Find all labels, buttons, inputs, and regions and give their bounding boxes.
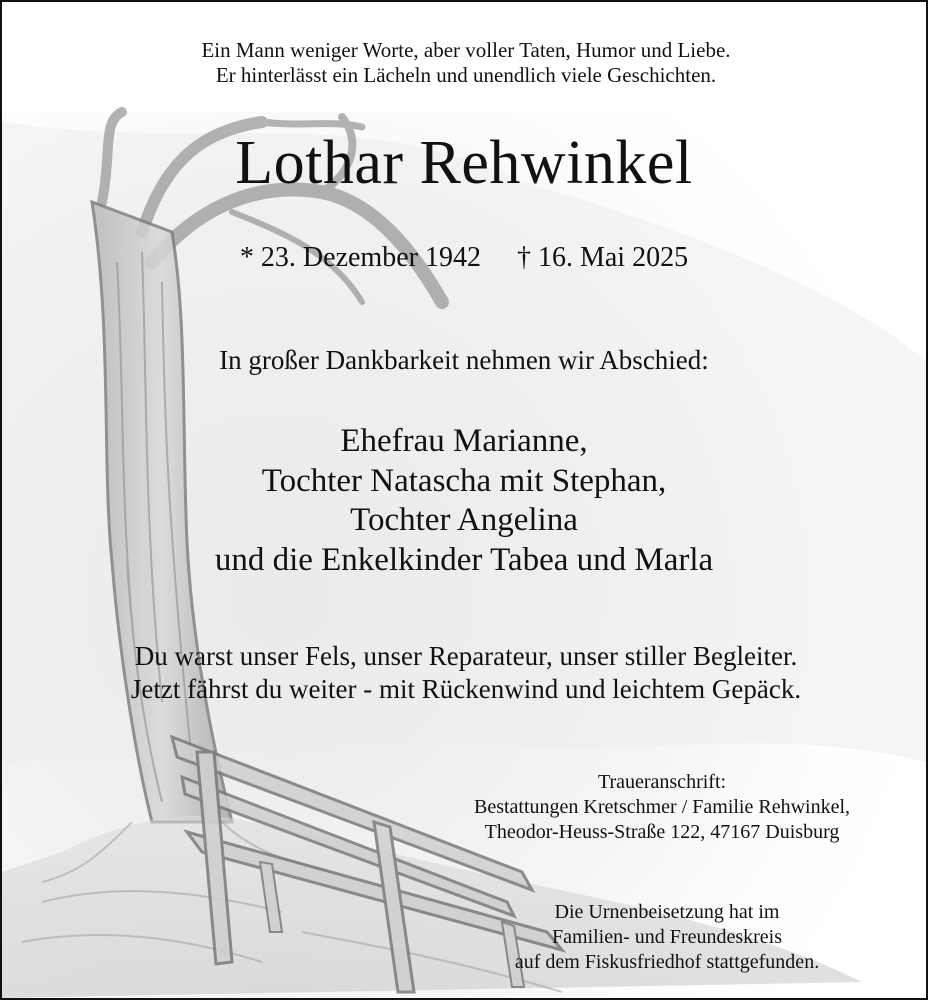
tribute-line: Du warst unser Fels, unser Reparateur, unser stiller Begleiter. bbox=[134, 641, 798, 671]
deceased-name: Lothar Rehwinkel bbox=[235, 129, 693, 197]
mourner-line: Ehefrau Marianne, bbox=[340, 423, 588, 459]
death-date: † 16. Mai 2025 bbox=[516, 242, 689, 273]
motto-line: Er hinterlässt ein Lächeln und unendlich viele Geschichten. bbox=[215, 63, 717, 88]
burial-line: Die Urnenbeisetzung hat im bbox=[554, 901, 780, 923]
address-heading: Traueranschrift: bbox=[597, 771, 727, 793]
farewell-intro: In großer Dankbarkeit nehmen wir Abschied: bbox=[219, 345, 709, 375]
address-line: Theodor-Heuss-Straße 122, 47167 Duisburg bbox=[484, 821, 840, 843]
birth-date: * 23. Dezember 1942 bbox=[239, 242, 481, 273]
mourner-line: Tochter Natascha mit Stephan, bbox=[261, 462, 667, 499]
motto bbox=[2, 38, 928, 88]
burial-line: auf dem Fiskusfriedhof stattgefunden. bbox=[514, 951, 820, 973]
mourning-address bbox=[402, 770, 922, 845]
burial-line: Familien- und Freundeskreis bbox=[552, 926, 782, 948]
life-dates bbox=[2, 242, 926, 274]
address-line: Bestattungen Kretschmer / Familie Rehwinkel, bbox=[473, 796, 851, 818]
motto-line: Ein Mann weniger Worte, aber voller Taten, Humor und Liebe. bbox=[201, 38, 731, 62]
tribute-line: Jetzt fährst du weiter - mit Rückenwind und leichtem Gepäck. bbox=[130, 673, 802, 704]
mourner-line: und die Enkelkinder Tabea und Marla bbox=[214, 541, 714, 578]
tribute-text bbox=[2, 640, 928, 706]
mourner-line: Tochter Angelina bbox=[350, 502, 578, 539]
mourners-list bbox=[2, 422, 926, 580]
burial-notice bbox=[442, 900, 892, 975]
